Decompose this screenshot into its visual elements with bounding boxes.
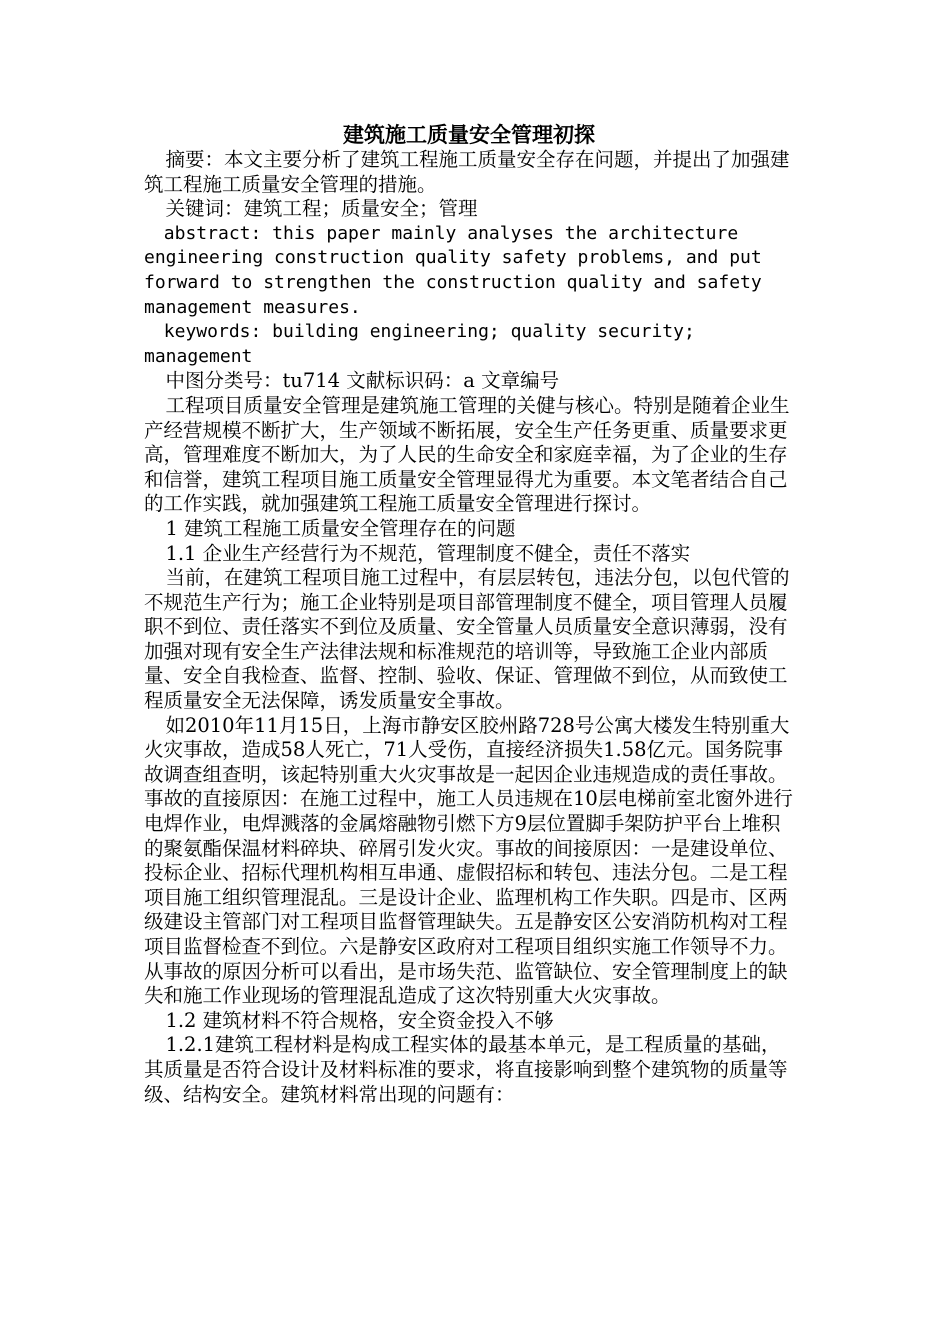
body-paragraph: 当前，在建筑工程项目施工过程中，有层层转包，违法分包，以包代管的不规范生产行为；施工企业特别是项目部管理制度不健全，项目管理人员履职不到位、责任落实不到位及质量、安全管量人员质量安全意识薄弱，没有加强对现有安全生产法律法规和标准规范的培训等，导致施工企业内部质量、安全自我检查、监督、控制、验收、保证、管理做不到位，从而致使工程质量安全无法保障，诱发质量安全事故。: [144, 566, 790, 713]
abstract-cn-paragraph: 摘要：本文主要分析了建筑工程施工质量安全存在问题，并提出了加强建筑工程施工质量安全管理的措施。: [144, 148, 790, 196]
keywords-en-paragraph: keywords: building engineering; quality security; management: [144, 321, 695, 367]
classification-paragraph: 中图分类号：tu714 文献标识码：a 文章编号: [165, 369, 560, 393]
document-page: [144, 122, 794, 1107]
subsection-heading-1-2: 1.2 建筑材料不符合规格，安全资金投入不够: [165, 1008, 554, 1032]
document-title: 建筑施工质量安全管理初探: [343, 122, 595, 147]
section-heading-1: 1 建筑工程施工质量安全管理存在的问题: [165, 516, 516, 540]
intro-paragraph: 工程项目质量安全管理是建筑施工管理的关健与核心。特别是随着企业生产经营规模不断扩大，生产领域不断拓展，安全生产任务更重、质量要求更高，管理难度不断加大，为了人民的生命安全和家庭幸福，为了企业的生存和信誉，建筑工程项目施工质量安全管理显得尤为重要。本文笔者结合自己的工作实践，就加强建筑工程施工质量安全管理进行探讨。: [144, 393, 790, 516]
body-paragraph: 如2010年11月15日，上海市静安区胶州路728号公寓大楼发生特别重大火灾事故，造成58人死亡，71人受伤，直接经济损失1.58亿元。国务院事故调查组查明，该起特别重大火灾事故是一起因企业违规造成的责任事故。事故的直接原因：在施工过程中，施工人员违规在10层电梯前室北窗外进行电焊作业，电焊溅落的金属熔融物引燃下方9层位置脚手架防护平台上堆积的聚氨酯保温材料碎块、碎屑引发火灾。事故的间接原因：一是建设单位、投标企业、招标代理机构相互串通、虚假招标和转包、违法分包。二是工程项目施工组织管理混乱。三是设计企业、监理机构工作失职。四是市、区两级建设主管部门对工程项目监督管理缺失。五是静安区公安消防机构对工程项目监督检查不到位。六是静安区政府对工程项目组织实施工作领导不力。从事故的原因分析可以看出，是市场失范、监管缺位、安全管理制度上的缺失和施工作业现场的管理混乱造成了这次特别重大火灾事故。: [144, 713, 793, 1008]
keywords-cn-paragraph: 关键词：建筑工程；质量安全；管理: [165, 197, 478, 221]
body-paragraph: 1.2.1建筑工程材料是构成工程实体的最基本单元，是工程质量的基础，其质量是否符合设计及材料标准的要求，将直接影响到整个建筑物的质量等级、结构安全。建筑材料常出现的问题有：: [144, 1033, 788, 1106]
subsection-heading-1-1: 1.1 企业生产经营行为不规范，管理制度不健全，责任不落实: [165, 541, 691, 565]
abstract-en-paragraph: abstract: this paper mainly analyses the architecture engineering construction quality safety problems, and put forward to strengthen the construction quality and safety management measures.: [144, 222, 762, 318]
